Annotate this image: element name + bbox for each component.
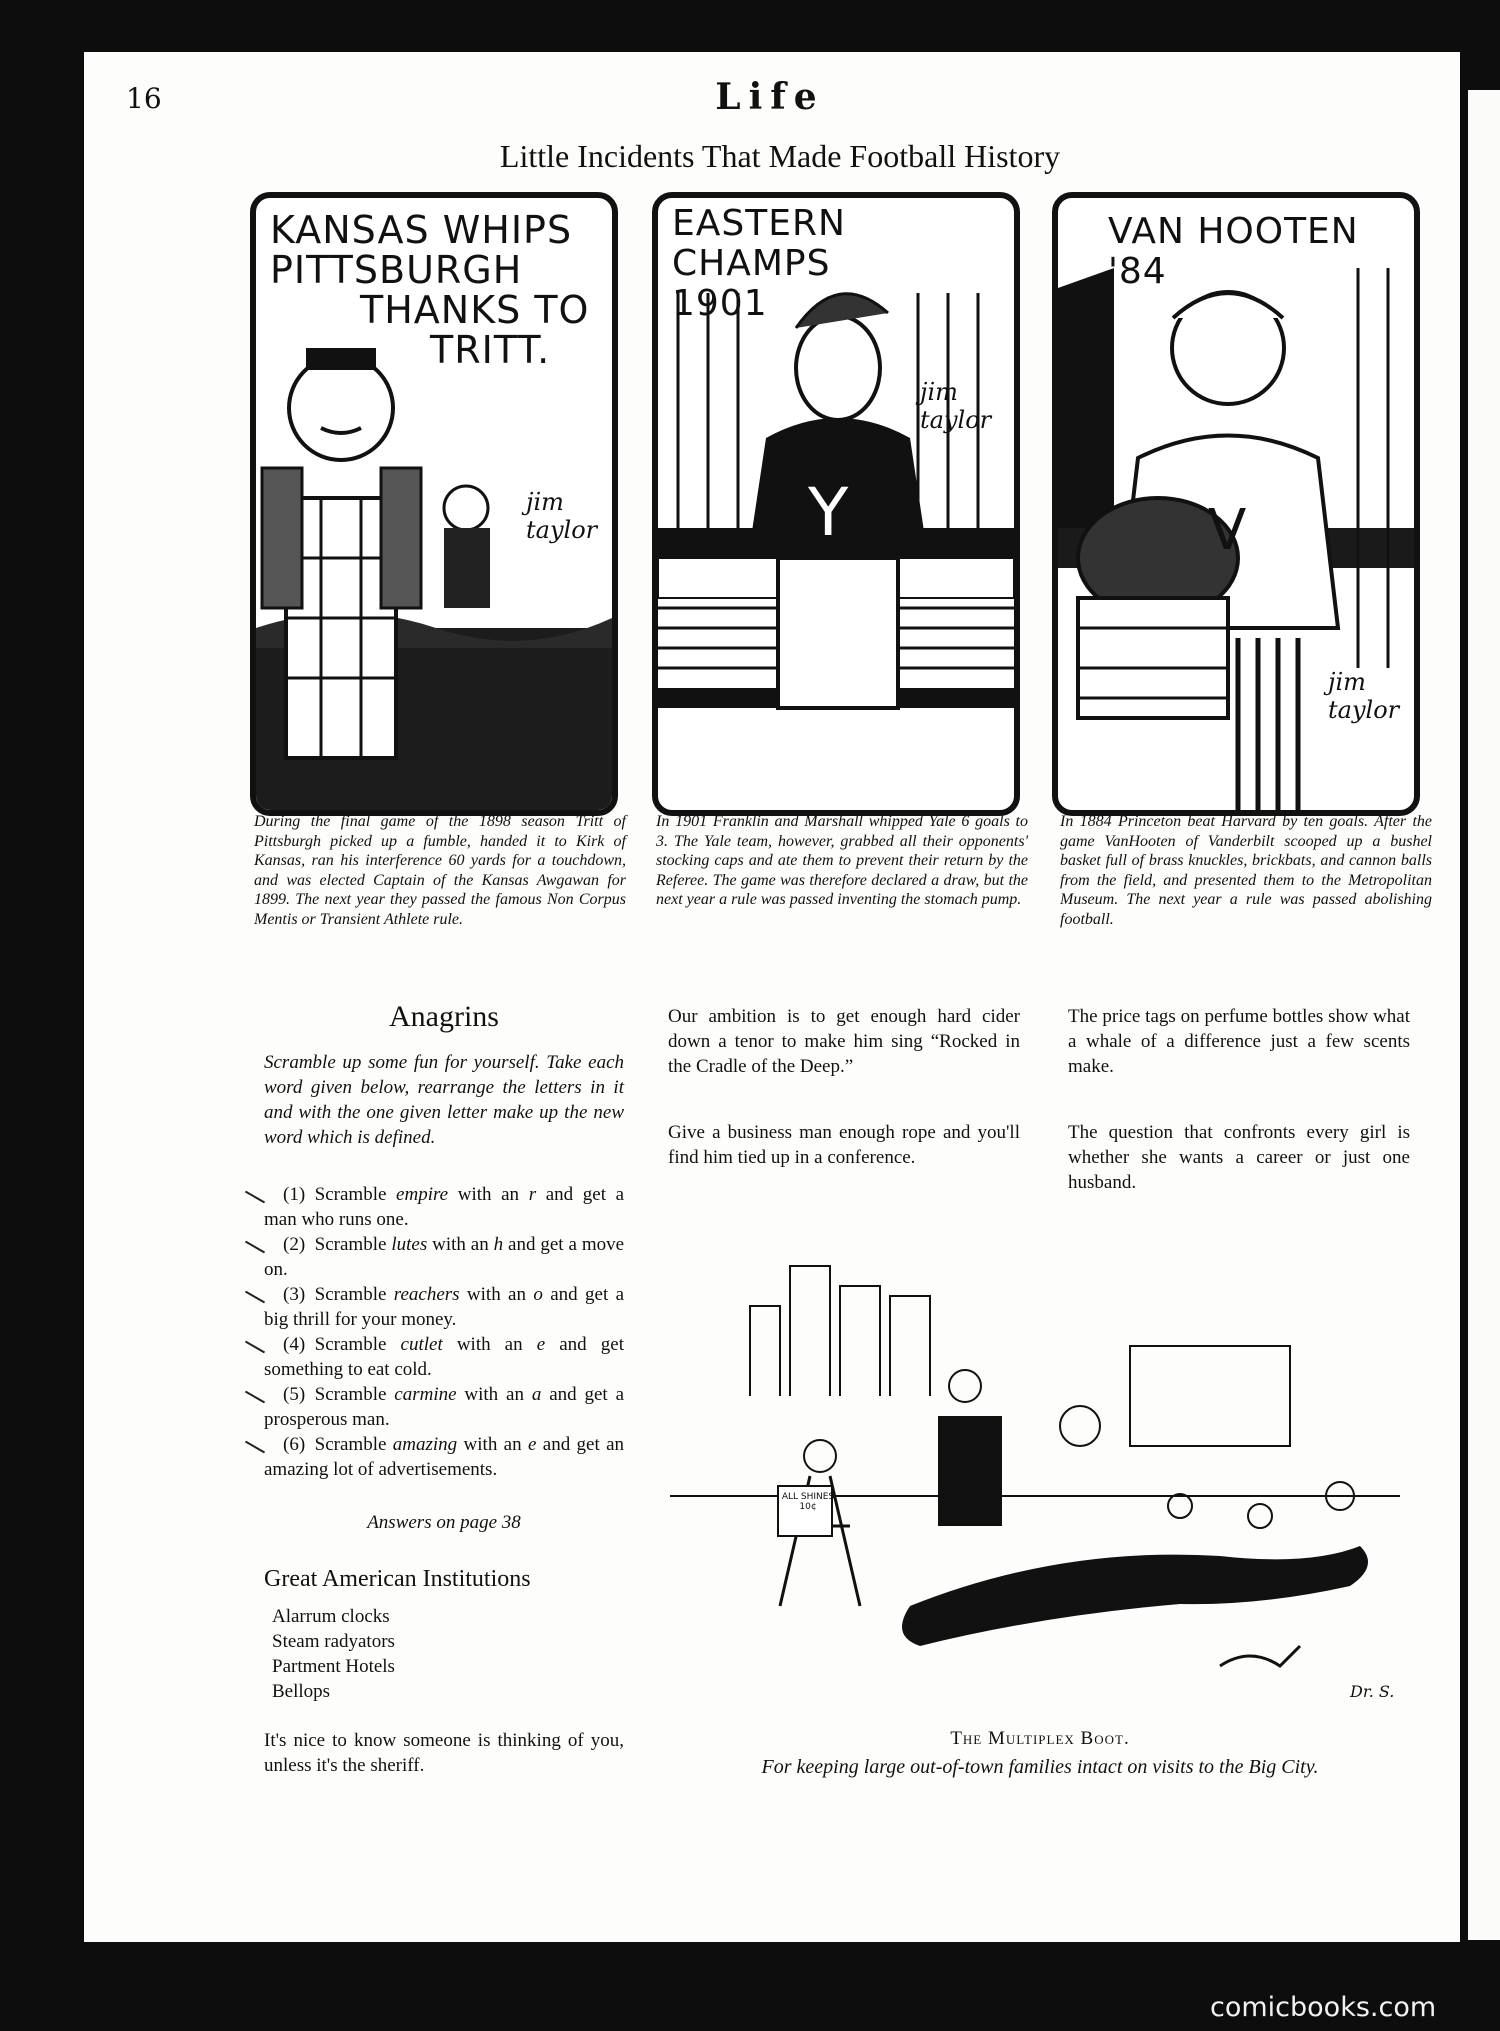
anagram-item-3: (3) Scramble reachers with an o and get a big thrill for your money. [264, 1284, 625, 1330]
site-watermark: comicbooks.com [1210, 1992, 1437, 2023]
institution-item: Alarrum clocks [272, 1606, 390, 1627]
caption-van-hooten: In 1884 Princeton beat Harvard by ten goals. After the game VanHooten of Vanderbilt scooped up a bushel basket full of brass knuckles, brickbats, and cannon balls from the field, and presented them to the Metropolitan Museum. The next year a rule was passed abolishing football. [1060, 813, 1432, 928]
panel-caption-van-hooten: VAN HOOTEN '84 [1108, 211, 1359, 292]
anagram-item-4: (4) Scramble cutlet with an e and get something to eat cold. [264, 1334, 624, 1380]
multiplex-boot-cartoon [660, 1226, 1420, 1746]
comic-panel-eastern-champs [652, 192, 1020, 816]
panel-caption-eastern: EASTERN CHAMPS 1901 [672, 203, 846, 324]
caption-eastern-champs: In 1901 Franklin and Marshall whipped Yale 6 goals to 3. The Yale team, however, grabbed all their opponents' stocking caps and ate them to prevent their return by the Referee. The game was therefore declared a draw, but the next year a rule was passed inventing the stomach pump. [656, 813, 1028, 908]
cartoon-signature: Dr. S. [1350, 1682, 1395, 1701]
cartoon-caption: For keeping large out-of-town families intact on visits to the Big City. [761, 1756, 1319, 1778]
institution-item: Steam radyators [272, 1631, 395, 1652]
institution-item: Partment Hotels [272, 1656, 395, 1677]
page-title: Little Incidents That Made Football History [499, 138, 1061, 174]
artist-signature: jim taylor [526, 488, 598, 544]
anagrins-answers: Answers on page 38 [367, 1512, 521, 1533]
joke-rope: Give a business man enough rope and you'll find him tied up in a conference. [668, 1122, 1020, 1168]
sweater-letter-v: V [1208, 498, 1247, 563]
joke-perfume: The price tags on perfume bottles show what a whale of a difference just a few scents make. [1068, 1006, 1410, 1077]
institutions-heading: Great American Institutions [264, 1566, 531, 1592]
artist-signature: jim taylor [1328, 668, 1400, 724]
anagram-item-2: (2) Scramble lutes with an h and get a move on. [264, 1234, 625, 1280]
anagrins-intro: Scramble up some fun for yourself. Take each word given below, rearrange the letters in it and with the one given letter make up the new word which is defined. [264, 1052, 624, 1148]
masthead: Life [715, 76, 825, 118]
anagram-item-5: (5) Scramble carmine with an a and get a prosperous man. [264, 1384, 624, 1430]
joke-sheriff: It's nice to know someone is thinking of you, unless it's the sheriff. [264, 1730, 624, 1776]
cartoon-title: The Multiplex Boot. [950, 1728, 1130, 1749]
comic-panel-van-hooten [1052, 192, 1420, 816]
cartoon-illustration [660, 1226, 1420, 1726]
panel-caption-kansas: KANSAS WHIPS PITTSBURGH THANKS TO TRITT. [270, 208, 590, 372]
artist-signature: jim taylor [920, 378, 992, 434]
caption-kansas: During the final game of the 1898 season Tritt of Pittsburgh picked up a fumble, handed it to Kirk of Kansas, ran his interference 60 yards for a touchdown, and was elected Captain of the Kansas Awgawan for 1899. The next year they passed the famous Non Corpus Mentis or Transient Athlete rule. [254, 813, 626, 928]
institution-item: Bellops [272, 1681, 331, 1702]
anagrins-heading: Anagrins [389, 1000, 499, 1033]
shoeshine-sign: ALL SHINES 10¢ [781, 1492, 835, 1512]
page-number: 16 [126, 82, 162, 115]
sweater-letter-y: Y [808, 474, 849, 551]
anagram-item-6: (6) Scramble amazing with an e and get an amazing lot of advertisements. [264, 1434, 625, 1480]
anagram-item-1: (1) Scramble empire with an r and get a man who runs one. [264, 1184, 625, 1230]
joke-career: The question that confronts every girl is whether she wants a career or just one husband. [1068, 1122, 1410, 1193]
next-page-edge [1468, 90, 1500, 1940]
comic-panel-kansas [250, 192, 618, 816]
joke-cider: Our ambition is to get enough hard cider down a tenor to make him sing “Rocked in the Cradle of the Deep.” [668, 1006, 1020, 1077]
